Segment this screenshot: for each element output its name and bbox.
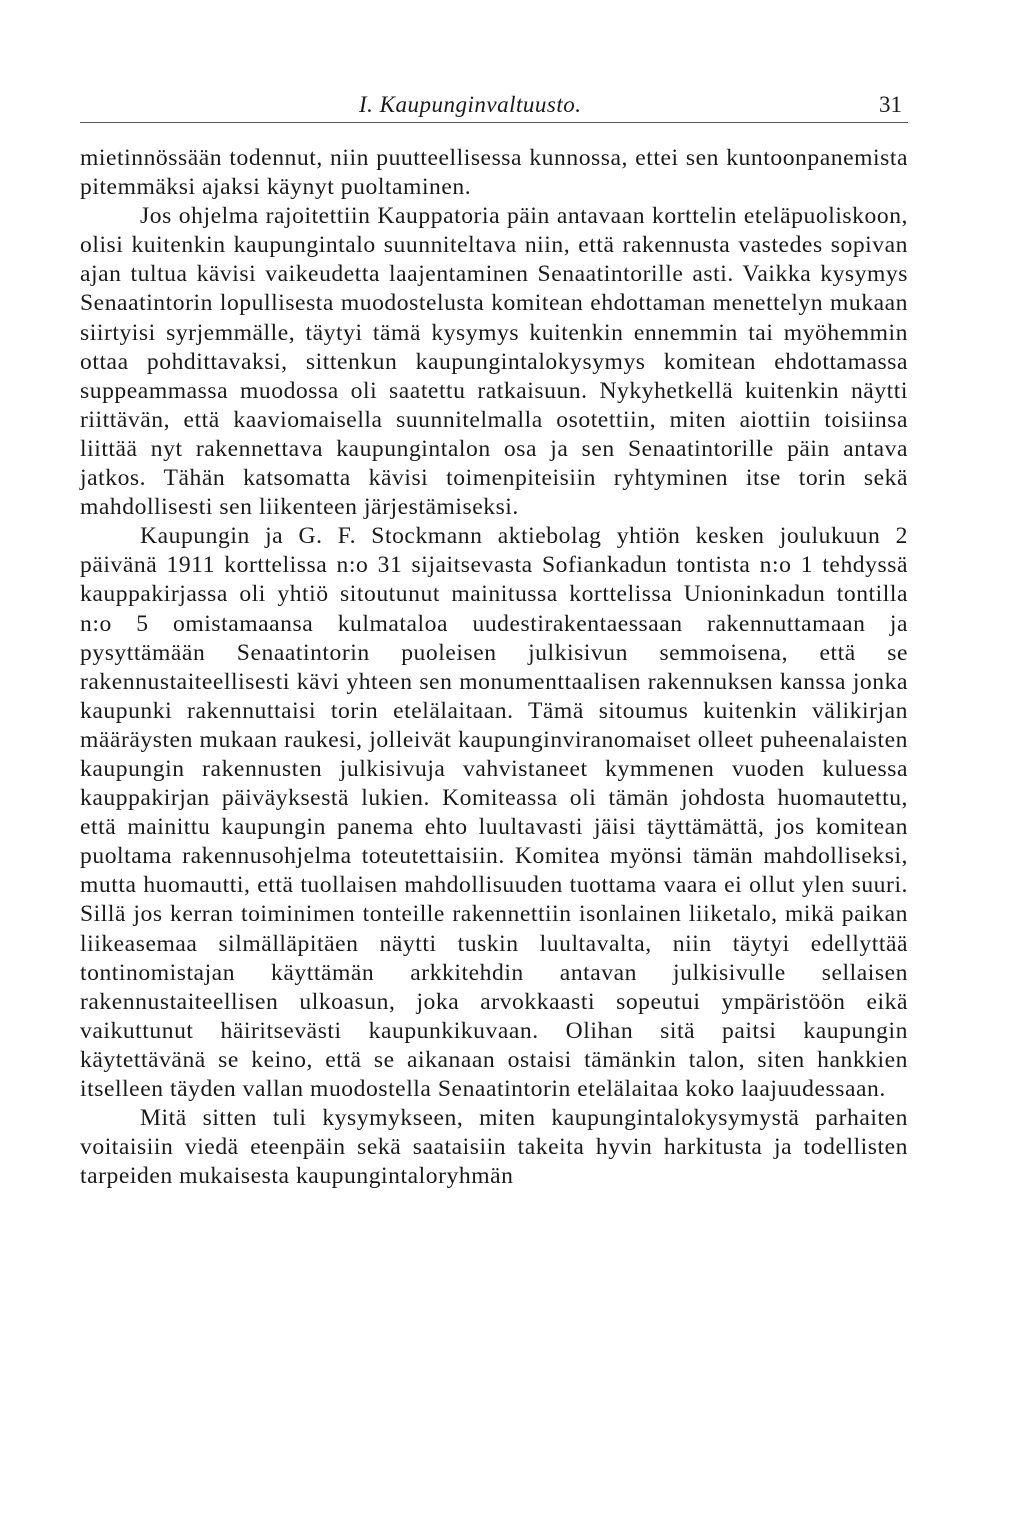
- running-header: [80, 88, 908, 123]
- paragraph: Jos ohjelma rajoitettiin Kauppatoria päin antavaan korttelin eteläpuoliskoon, olisi kuitenkin kaupungintalo suunniteltava niin, että rakennusta vastedes sopivan ajan tultua kävisi vaikeudetta laajentaminen Senaatintorille asti. Vaikka kysymys Senaatintorin lopullisesta muodostelusta komitean ehdottaman menettelyn mukaan siirtyisi syrjemmälle, täytyi tämä kysymys kuitenkin ennemmin tai myöhemmin ottaa pohdittavaksi, sittenkun kaupungintalokysymys komitean ehdottamassa suppeammassa muodossa oli saatettu ratkaisuun. Nykyhetkellä kuitenkin näytti riittävän, että kaaviomaisella suunnitelmalla osotettiin, miten aiottiin toisiinsa liittää nyt rakennettava kaupungintalon osa ja sen Senaatintorille päin antava jatkos. Tähän katsomatta kävisi toimenpiteisiin ryhtyminen itse torin sekä mahdollisesti sen liikenteen järjestämiseksi.: [80, 203, 908, 521]
- document-page: [80, 0, 908, 1532]
- body-text: [80, 144, 908, 1191]
- page-number: 31: [879, 92, 902, 117]
- running-title: I. Kaupunginvaltuusto.: [359, 92, 582, 117]
- paragraph: Kaupungin ja G. F. Stockmann aktiebolag yhtiön kesken joulukuun 2 päivänä 1911 korttelissa n:o 31 sijaitsevasta Sofiankadun tontista n:o 1 tehdyssä kauppakirjassa oli yhtiö sitoutunut mainitussa korttelissa Unioninkadun tontilla n:o 5 omistamaansa kulmataloa uudestirakentaessaan rakennuttamaan ja pysyttämään Senaatintorin puoleisen julkisivun semmoisena, että se rakennustaiteellisesti kävi yhteen sen monumenttaalisen rakennuksen kanssa jonka kaupunki rakennuttaisi torin etelälaitaan. Tämä sitoumus kuitenkin välikirjan määräysten mukaan raukesi, jolleivät kaupunginviranomaiset olleet puheenalaisten kaupungin rakennusten julkisivuja vahvistaneet kymmenen vuoden kuluessa kauppakirjan päiväyksestä lukien. Komiteassa oli tämän johdosta huomautettu, että mainittu kaupungin panema ehto luultavasti jäisi täyttämättä, jos komitean puoltama rakennusohjelma toteutettaisiin. Komitea myönsi tämän mahdolliseksi, mutta huomautti, että tuollaisen mahdollisuuden tuottama vaara ei ollut ylen suuri. Sillä jos kerran toiminimen tonteille rakennettiin isonlainen liiketalo, mikä paikan liikeasemaa silmälläpitäen näytti tuskin luultavalta, niin täytyi edellyttää tontinomistajan käyttämän arkkitehdin antavan julkisivulle sellaisen rakennustaiteellisen ulkoasun, joka arvokkaasti sopeutui ympäristöön eikä vaikuttunut häiritsevästi kaupunkikuvaan. Olihan sitä paitsi kaupungin käytettävänä se keino, että se aikanaan ostaisi tämänkin talon, siten hankkien itselleen täyden vallan muodostella Senaatintorin etelälaitaa koko laajuudessaan.: [80, 523, 908, 1102]
- paragraph: Mitä sitten tuli kysymykseen, miten kaupungintalokysymystä parhaiten voitaisiin viedä eteenpäin sekä saataisiin takeita hyvin harkitusta ja todellisten tarpeiden mukaisesta kaupungintaloryhmän: [80, 1105, 908, 1190]
- paragraph-continued: mietinnössään todennut, niin puutteellisessa kunnossa, ettei sen kuntoonpanemista pitemmäksi ajaksi käynyt puoltaminen.: [80, 145, 908, 201]
